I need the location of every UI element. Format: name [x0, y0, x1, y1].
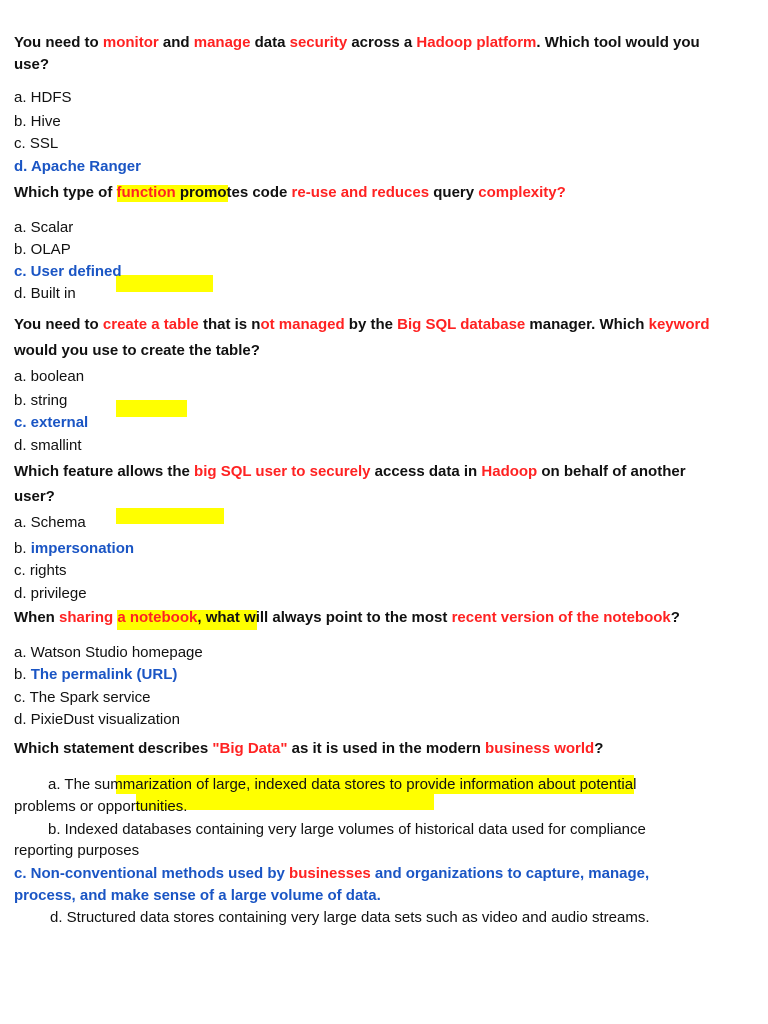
option-b: b. OLAP: [14, 241, 71, 258]
option-d: d. smallint: [14, 437, 82, 454]
option-b: b. Indexed databases containing very large volumes of historical data used for compliance: [48, 821, 646, 838]
option-a: a. HDFS: [14, 89, 72, 106]
question-4: Which feature allows the big SQL user to securely access data in Hadoop on behalf of another: [14, 463, 686, 480]
option-a: a. boolean: [14, 368, 85, 385]
question-4-line-2: user?: [14, 488, 55, 505]
correct-answer: impersonation: [30, 540, 135, 557]
option-a: a. Watson Studio homepage: [14, 644, 203, 661]
option-b: b. string: [14, 392, 68, 409]
question-1: You need to monitor and manage data security across a Hadoop platform. Which tool would you: [14, 34, 700, 51]
option-b: b. impersonation: [14, 540, 135, 557]
option-b: b. Hive: [14, 113, 61, 130]
question-3-line-2: would you use to create the table?: [14, 342, 260, 359]
correct-answer: c. external: [14, 414, 89, 431]
question-3: You need to create a table that is not managed by the Big SQL database manager. Which keyword: [14, 316, 710, 333]
option-b-line-2: reporting purposes: [14, 842, 140, 859]
question-2: Which type of function promotes code re-use and reduces query complexity?: [14, 184, 566, 201]
correct-answer: d. Apache Ranger: [14, 158, 141, 175]
correct-answer: The permalink (URL): [30, 666, 178, 683]
option-c: c. The Spark service: [14, 689, 151, 706]
correct-answer: c. Non-conventional methods used by businesses and organizations to capture, manage,: [14, 865, 650, 882]
option-b: b. The permalink (URL): [14, 666, 178, 683]
option-d: d. Built in: [14, 285, 76, 302]
option-c: c. SSL: [14, 135, 59, 152]
question-1-line-2: use?: [14, 56, 50, 73]
question-5: When sharing a notebook, what will always point to the most recent version of the notebook?: [14, 609, 680, 626]
option-d: d. Structured data stores containing very large data sets such as video and audio streams.: [50, 909, 650, 926]
question-6: Which statement describes "Big Data" as it is used in the modern business world?: [14, 740, 604, 757]
option-a: a. The summarization of large, indexed data stores to provide information about potential: [48, 776, 637, 793]
option-a: a. Scalar: [14, 219, 74, 236]
option-c: c. rights: [14, 562, 67, 579]
option-d: d. PixieDust visualization: [14, 711, 180, 728]
correct-answer-line-2: process, and make sense of a large volume of data.: [14, 887, 381, 904]
option-a-line-2: problems or opportunities.: [14, 798, 188, 815]
correct-answer: c. User defined: [14, 263, 122, 280]
option-d: d. privilege: [14, 585, 87, 602]
option-a: a. Schema: [14, 514, 86, 531]
